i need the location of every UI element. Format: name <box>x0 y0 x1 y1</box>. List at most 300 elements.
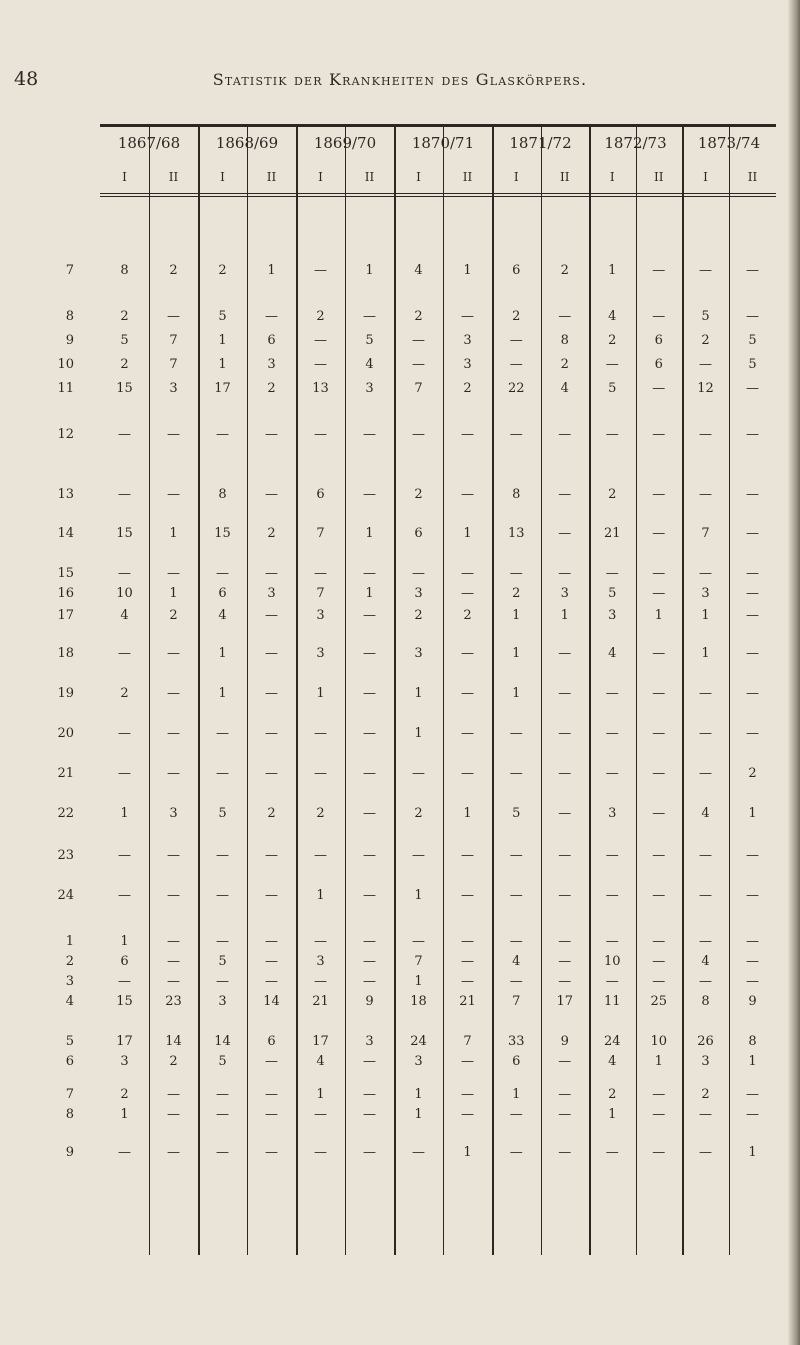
table-cell: — <box>363 848 376 863</box>
table-cell: 2 <box>218 263 227 278</box>
table-cell: — <box>746 1107 759 1122</box>
table-cell: 3 <box>414 586 423 601</box>
table-cell: — <box>699 686 712 701</box>
table-cell: 8 <box>120 263 129 278</box>
table-cell: 3 <box>365 381 374 396</box>
table-cell: — <box>605 566 619 581</box>
table-cell: — <box>314 263 327 278</box>
table-cell: 2 <box>414 487 423 502</box>
row-label: 6 <box>65 1054 74 1069</box>
table-cell: 18 <box>410 994 427 1009</box>
sub-header: I <box>703 170 708 184</box>
table-cell: 1 <box>654 608 663 623</box>
table-cell: — <box>461 686 474 701</box>
table-cell: — <box>167 726 180 741</box>
table-cell: 1 <box>169 526 178 541</box>
table-cell: 2 <box>316 806 325 821</box>
sub-divider <box>636 127 637 1255</box>
table-cell: — <box>605 888 619 903</box>
table-cell: — <box>746 427 759 442</box>
table-cell: — <box>746 888 759 903</box>
sub-header: II <box>560 170 570 184</box>
table-cell: 14 <box>263 994 280 1009</box>
table-cell: 7 <box>701 526 710 541</box>
sub-header: I <box>318 170 323 184</box>
table-cell: 17 <box>116 1034 133 1049</box>
table-cell: — <box>461 954 474 969</box>
table-cell: 15 <box>116 526 133 541</box>
table-cell: 2 <box>560 357 569 372</box>
table-cell: — <box>167 1087 180 1102</box>
table-cell: 7 <box>414 381 423 396</box>
table-cell: — <box>265 954 278 969</box>
table-cell: 1 <box>365 526 374 541</box>
table-cell: 2 <box>512 586 521 601</box>
table-cell: 6 <box>512 263 521 278</box>
table-cell: 8 <box>512 487 521 502</box>
table-cell: 2 <box>414 806 423 821</box>
table-cell: — <box>314 333 327 348</box>
table-cell: 4 <box>218 608 227 623</box>
table-cell: 6 <box>512 1054 521 1069</box>
sub-header: I <box>220 170 225 184</box>
row-label: 17 <box>57 608 74 623</box>
table-cell: 5 <box>218 309 227 324</box>
table-cell: 3 <box>267 357 276 372</box>
table-cell: 1 <box>463 526 472 541</box>
table-cell: 13 <box>507 526 525 541</box>
table-cell: — <box>746 934 759 949</box>
row-label: 7 <box>65 1087 74 1102</box>
table-cell: — <box>363 766 376 781</box>
page-number: 48 <box>14 68 39 90</box>
table-cell: — <box>314 848 327 863</box>
table-cell: 24 <box>603 1034 621 1049</box>
table-cell: 5 <box>365 333 374 348</box>
table-cell: 5 <box>608 381 617 396</box>
table-cell: — <box>363 608 376 623</box>
table-cell: — <box>746 487 759 502</box>
sub-header: I <box>609 170 615 184</box>
table-cell: — <box>605 1145 619 1160</box>
table-cell: 8 <box>748 1034 757 1049</box>
table-cell: 24 <box>410 1034 427 1049</box>
row-label: 3 <box>65 974 74 989</box>
table-cell: — <box>167 646 180 661</box>
table-cell: — <box>699 427 712 442</box>
table-cell: 1 <box>218 646 227 661</box>
table-cell: 1 <box>748 1145 757 1160</box>
table-cell: — <box>461 566 474 581</box>
table-cell: 3 <box>463 333 472 348</box>
table-cell: — <box>605 766 619 781</box>
group-divider <box>682 127 684 1255</box>
table-cell: — <box>652 526 666 541</box>
table-cell: 9 <box>560 1034 569 1049</box>
table-cell: — <box>118 766 131 781</box>
table-cell: — <box>558 934 572 949</box>
sub-divider <box>149 127 150 1255</box>
table-cell: 1 <box>512 1087 521 1102</box>
row-label: 22 <box>57 806 74 821</box>
table-cell: — <box>746 586 759 601</box>
row-label: 1 <box>65 934 74 949</box>
table-cell: 1 <box>218 686 227 701</box>
table-cell: — <box>699 1107 712 1122</box>
table-cell: — <box>412 427 425 442</box>
table-cell: — <box>314 726 327 741</box>
table-cell: — <box>558 806 572 821</box>
table-cell: 17 <box>312 1034 329 1049</box>
sub-divider <box>247 127 248 1255</box>
table-cell: — <box>265 766 278 781</box>
table-cell: 12 <box>697 381 714 396</box>
table-cell: 21 <box>603 526 621 541</box>
row-label: 12 <box>57 427 74 442</box>
table-cell: 1 <box>414 1087 423 1102</box>
table-cell: — <box>265 566 278 581</box>
table-cell: — <box>167 427 180 442</box>
table-cell: 1 <box>463 806 472 821</box>
sub-header: II <box>462 170 473 184</box>
table-cell: — <box>118 646 131 661</box>
table-cell: 3 <box>701 1054 710 1069</box>
column-header-rule-double <box>100 196 776 197</box>
table-cell: — <box>216 934 229 949</box>
row-label: 20 <box>57 726 74 741</box>
table-cell: — <box>652 726 666 741</box>
row-label: 9 <box>65 1145 74 1160</box>
table-cell: 1 <box>748 806 757 821</box>
table-cell: — <box>363 888 376 903</box>
table-cell: — <box>167 974 180 989</box>
table-cell: — <box>558 487 572 502</box>
table-cell: — <box>558 566 572 581</box>
table-cell: — <box>412 333 425 348</box>
table-cell: — <box>363 1107 376 1122</box>
table-cell: — <box>265 726 278 741</box>
table-cell: 21 <box>459 994 476 1009</box>
table-cell: — <box>509 357 523 372</box>
table-cell: — <box>699 566 712 581</box>
table-cell: — <box>167 888 180 903</box>
table-cell: — <box>699 487 712 502</box>
table-cell: 1 <box>316 888 325 903</box>
table-cell: — <box>558 526 572 541</box>
table-cell: — <box>652 686 666 701</box>
table-cell: 3 <box>365 1034 374 1049</box>
table-cell: — <box>412 566 425 581</box>
table-cell: — <box>461 1087 474 1102</box>
row-label: 5 <box>65 1034 74 1049</box>
year-header: 1869/70 <box>313 134 377 152</box>
table-cell: 2 <box>316 309 325 324</box>
table-cell: — <box>558 1107 572 1122</box>
table-cell: 4 <box>414 263 423 278</box>
table-cell: — <box>265 608 278 623</box>
table-cell: — <box>216 726 229 741</box>
table-cell: — <box>509 1145 523 1160</box>
table-cell: 5 <box>701 309 710 324</box>
table-cell: — <box>216 1107 229 1122</box>
sub-divider <box>443 127 444 1255</box>
table-cell: 1 <box>512 608 521 623</box>
table-cell: — <box>746 954 759 969</box>
table-cell: 1 <box>316 686 325 701</box>
table-cell: 9 <box>365 994 374 1009</box>
table-cell: — <box>461 726 474 741</box>
row-label: 13 <box>57 487 74 502</box>
table-cell: — <box>699 766 712 781</box>
table-cell: — <box>746 263 759 278</box>
table-cell: 1 <box>748 1054 757 1069</box>
table-cell: — <box>118 1145 131 1160</box>
row-label: 8 <box>65 1107 74 1122</box>
table-cell: — <box>509 427 523 442</box>
table-cell: — <box>265 309 278 324</box>
table-cell: 1 <box>608 263 617 278</box>
table-cell: 2 <box>120 686 129 701</box>
table-cell: — <box>652 806 666 821</box>
table-cell: — <box>652 934 666 949</box>
table-cell: 2 <box>560 263 569 278</box>
table-cell: 2 <box>169 1054 178 1069</box>
table-cell: 3 <box>169 806 178 821</box>
table-cell: 22 <box>507 381 525 396</box>
table-cell: — <box>558 646 572 661</box>
table-cell: — <box>509 848 523 863</box>
table-cell: — <box>363 566 376 581</box>
table-cell: — <box>314 934 327 949</box>
table-cell: 1 <box>120 934 129 949</box>
table-cell: 3 <box>120 1054 129 1069</box>
table-cell: 1 <box>120 1107 129 1122</box>
table-cell: 4 <box>512 954 521 969</box>
table-cell: 4 <box>608 309 617 324</box>
table-cell: 5 <box>608 586 617 601</box>
row-label: 7 <box>65 263 74 278</box>
table-cell: — <box>265 1107 278 1122</box>
table-cell: — <box>652 1107 666 1122</box>
table-cell: 7 <box>414 954 423 969</box>
table-cell: — <box>746 1087 759 1102</box>
table-cell: — <box>509 333 523 348</box>
table-cell: — <box>265 848 278 863</box>
row-label: 23 <box>57 848 74 863</box>
table-cell: — <box>118 427 131 442</box>
sub-header: I <box>513 170 519 184</box>
table-cell: — <box>363 1145 376 1160</box>
table-cell: — <box>509 974 523 989</box>
table-cell: 4 <box>120 608 129 623</box>
row-label: 19 <box>57 686 74 701</box>
table-cell: 7 <box>316 586 325 601</box>
table-cell: — <box>216 427 229 442</box>
table-cell: — <box>699 357 712 372</box>
table-cell: — <box>605 934 619 949</box>
table-cell: — <box>314 1145 327 1160</box>
table-cell: 1 <box>414 1107 423 1122</box>
table-cell: — <box>509 566 523 581</box>
table-cell: — <box>699 848 712 863</box>
table-cell: — <box>605 848 619 863</box>
table-cell: 25 <box>650 994 668 1009</box>
table-cell: 1 <box>120 806 129 821</box>
table-cell: — <box>461 646 474 661</box>
table-cell: 3 <box>169 381 178 396</box>
table-cell: 1 <box>414 974 423 989</box>
page-edge <box>788 0 800 1345</box>
table-cell: 7 <box>169 357 178 372</box>
table-cell: 2 <box>414 309 423 324</box>
table-cell: 1 <box>560 608 569 623</box>
group-divider <box>492 127 494 1255</box>
table-cell: — <box>363 686 376 701</box>
table-cell: — <box>652 848 666 863</box>
table-cell: — <box>167 954 180 969</box>
table-cell: — <box>265 487 278 502</box>
table-cell: — <box>558 427 572 442</box>
table-cell: — <box>652 888 666 903</box>
table-cell: — <box>216 766 229 781</box>
table-cell: 6 <box>654 333 663 348</box>
table-cell: 26 <box>697 1034 714 1049</box>
table-cell: 2 <box>701 1087 710 1102</box>
row-label: 16 <box>57 586 74 601</box>
table-cell: — <box>118 726 131 741</box>
table-cell: 5 <box>218 1054 227 1069</box>
table-cell: 1 <box>267 263 276 278</box>
table-cell: 1 <box>701 608 710 623</box>
table-cell: — <box>461 888 474 903</box>
table-cell: — <box>605 726 619 741</box>
table-cell: — <box>652 263 666 278</box>
row-label: 14 <box>57 526 74 541</box>
table-cell: 2 <box>267 526 276 541</box>
table-cell: 14 <box>214 1034 231 1049</box>
table-cell: 4 <box>608 646 617 661</box>
table-cell: — <box>265 427 278 442</box>
table-cell: 10 <box>650 1034 668 1049</box>
year-header: 1871/72 <box>509 134 572 152</box>
table-cell: — <box>652 974 666 989</box>
header-rule <box>100 124 776 127</box>
table-cell: 1 <box>463 1145 472 1160</box>
table-cell: 3 <box>316 608 325 623</box>
table-cell: 1 <box>512 686 521 701</box>
row-label: 24 <box>57 888 74 903</box>
table-cell: — <box>363 1087 376 1102</box>
table-cell: 17 <box>556 994 574 1009</box>
table-cell: — <box>605 974 619 989</box>
table-cell: 3 <box>463 357 472 372</box>
table-cell: — <box>509 726 523 741</box>
table-cell: — <box>216 848 229 863</box>
table-cell: — <box>699 263 712 278</box>
table-cell: — <box>461 766 474 781</box>
table-cell: — <box>558 848 572 863</box>
table-cell: — <box>412 934 425 949</box>
year-header: 1870/71 <box>411 134 475 152</box>
table-cell: — <box>265 1145 278 1160</box>
table-cell: — <box>461 586 474 601</box>
table-cell: — <box>461 487 474 502</box>
table-cell: 3 <box>218 994 227 1009</box>
table-cell: — <box>461 427 474 442</box>
table-cell: — <box>652 1145 666 1160</box>
table-cell: — <box>216 1145 229 1160</box>
table-cell: — <box>363 427 376 442</box>
table-cell: 23 <box>165 994 182 1009</box>
table-cell: — <box>558 1054 572 1069</box>
table-cell: — <box>746 646 759 661</box>
table-cell: — <box>118 974 131 989</box>
table-cell: 9 <box>748 994 757 1009</box>
table-cell: 17 <box>214 381 231 396</box>
table-cell: — <box>216 974 229 989</box>
table-cell: 3 <box>560 586 569 601</box>
table-cell: 7 <box>463 1034 472 1049</box>
table-cell: 1 <box>608 1107 617 1122</box>
table-cell: — <box>314 974 327 989</box>
table-cell: — <box>314 1107 327 1122</box>
table-cell: — <box>509 934 523 949</box>
table-cell: — <box>265 1054 278 1069</box>
table-cell: — <box>216 1087 229 1102</box>
table-cell: — <box>746 381 759 396</box>
table-cell: 1 <box>463 263 472 278</box>
table-cell: 6 <box>267 1034 276 1049</box>
table-cell: — <box>118 848 131 863</box>
table-cell: — <box>509 1107 523 1122</box>
table-cell: 13 <box>312 381 329 396</box>
table-cell: 15 <box>116 381 133 396</box>
table-cell: — <box>652 586 666 601</box>
table-cell: 3 <box>267 586 276 601</box>
year-header: 1868/69 <box>215 134 279 152</box>
table-cell: 6 <box>267 333 276 348</box>
row-label: 11 <box>57 381 74 396</box>
table-cell: 2 <box>169 263 178 278</box>
table-cell: 2 <box>414 608 423 623</box>
table-cell: 4 <box>560 381 569 396</box>
table-cell: — <box>265 934 278 949</box>
table-cell: 2 <box>463 608 472 623</box>
group-divider <box>296 127 298 1255</box>
table-cell: — <box>652 381 666 396</box>
table-cell: — <box>746 686 759 701</box>
table-cell: — <box>652 566 666 581</box>
year-header: 1872/73 <box>604 134 667 152</box>
table-cell: 3 <box>701 586 710 601</box>
table-cell: 1 <box>414 686 423 701</box>
table-cell: — <box>746 526 759 541</box>
table-cell: 5 <box>218 806 227 821</box>
table-cell: 3 <box>414 1054 423 1069</box>
table-cell: — <box>558 686 572 701</box>
table-cell: — <box>605 686 619 701</box>
table-cell: 15 <box>116 994 133 1009</box>
table-cell: 5 <box>120 333 129 348</box>
table-cell: — <box>746 309 759 324</box>
table-cell: — <box>699 888 712 903</box>
table-cell: 2 <box>169 608 178 623</box>
table-cell: 7 <box>316 526 325 541</box>
table-cell: — <box>265 888 278 903</box>
table-cell: — <box>363 954 376 969</box>
table-cell: — <box>412 848 425 863</box>
table-cell: — <box>216 566 229 581</box>
